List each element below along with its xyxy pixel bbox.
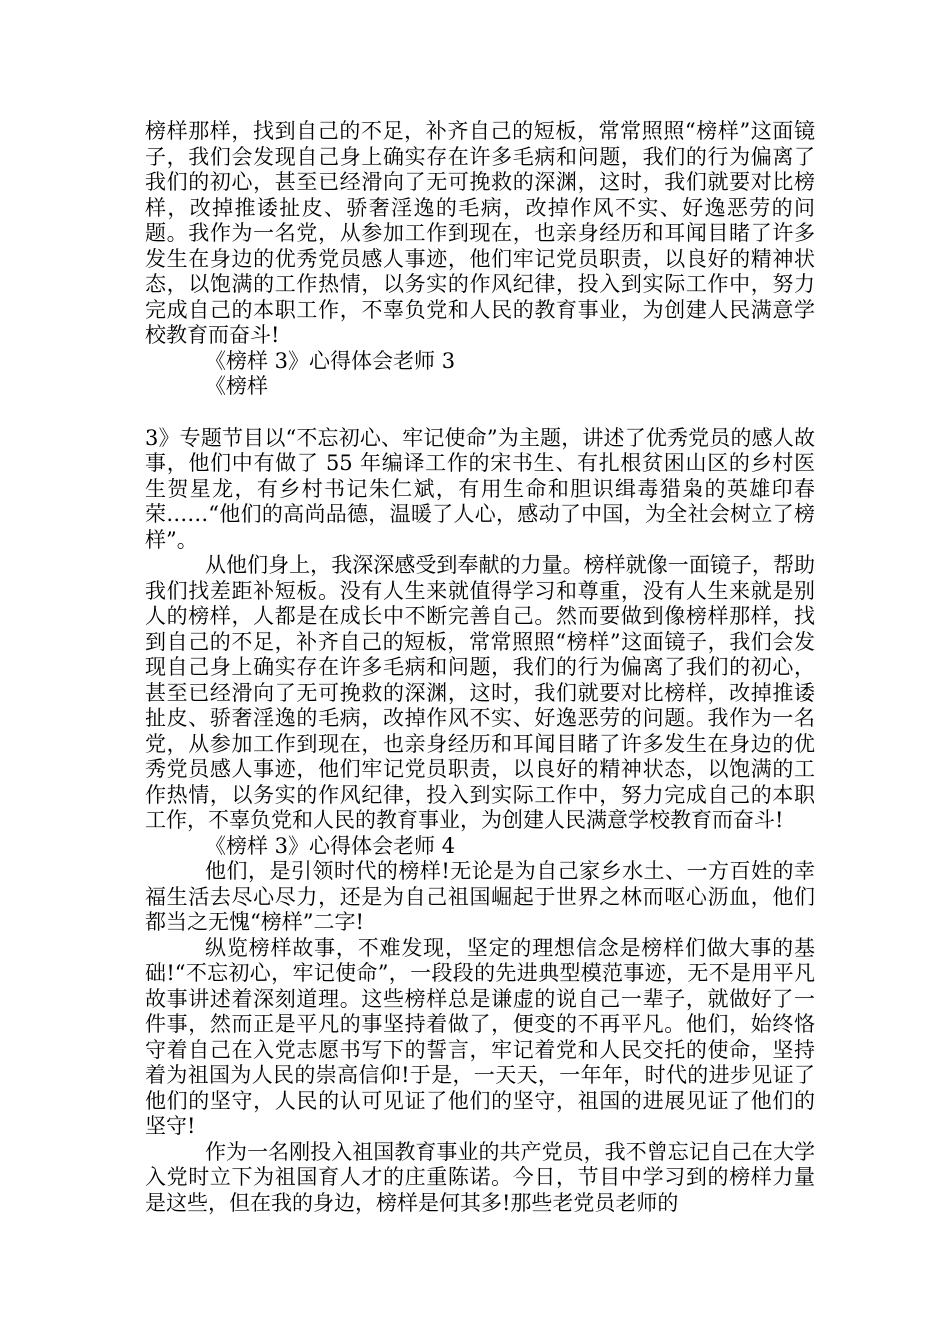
heading-teacher-4: 《榜样 3》心得体会老师 4	[205, 833, 456, 858]
paragraph-4: 他们，是引领时代的榜样!无论是为自己家乡水土、一方百姓的幸福生活去尽心尽力，还是为自己祖国崛起于世界之林而呕心沥血，他们都当之无愧“榜样”二字!	[145, 859, 815, 934]
document-body	[145, 119, 815, 1216]
blank-line	[145, 400, 815, 426]
paragraph-fragment: 《榜样	[205, 374, 268, 398]
paragraph-2: 3》专题节目以“不忘初心、牢记使命”为主题，讲述了优秀党员的感人故事，他们中有做了 55 年编译工作的宋书生、有扎根贫困山区的乡村医生贺星龙，有乡村书记朱仁斌，有用生命和胆识缉毒猎枭的英雄印春荣……“他们的高尚品德，温暖了人心，感动了中国，为全社会树立了榜样”。	[145, 425, 815, 552]
paragraph-3: 从他们身上，我深深感受到奉献的力量。榜样就像一面镜子，帮助我们找差距补短板。没有人生来就值得学习和尊重，没有人生来就是别人的榜样，人都是在成长中不断完善自己。然而要做到像榜样那样，找到自己的不足，补齐自己的短板，常常照照“榜样”这面镜子，我们会发现自己身上确实存在许多毛病和问题，我们的行为偏离了我们的初心，甚至已经滑向了无可挽救的深渊，这时，我们就要对比榜样，改掉推诿扯皮、骄奢淫逸的毛病，改掉作风不实、好逸恶劳的问题。我作为一名党，从参加工作到现在，也亲身经历和耳闻目睹了许多发生在身边的优秀党员感人事迹，他们牢记党员职责，以良好的精神状态，以饱满的工作热情，以务实的作风纪律，投入到实际工作中，努力完成自己的本职工作，不辜负党和人民的教育事业，为创建人民满意学校教育而奋斗!	[145, 553, 815, 832]
paragraph-5: 纵览榜样故事，不难发现，坚定的理想信念是榜样们做大事的基础!“不忘初心，牢记使命”，一段段的先进典型模范事迹，无不是用平凡故事讲述着深刻道理。这些榜样总是谦虚的说自己一辈子，就做好了一件事，然而正是平凡的事坚持着做了，便变的不再平凡。他们，始终恪守着自己在入党志愿书写下的誓言，牢记着党和人民交托的使命，坚持着为祖国为人民的崇高信仰!于是，一天天，一年年，时代的进步见证了他们的坚守，人民的认可见证了他们的坚守，祖国的进展见证了他们的坚守!	[145, 935, 815, 1138]
heading-teacher-3: 《榜样 3》心得体会老师 3	[205, 348, 456, 373]
paragraph-1: 榜样那样，找到自己的不足，补齐自己的短板，常常照照“榜样”这面镜子，我们会发现自己身上确实存在许多毛病和问题，我们的行为偏离了我们的初心，甚至已经滑向了无可挽救的深渊，这时，我们就要对比榜样，改掉推诿扯皮、骄奢淫逸的毛病，改掉作风不实、好逸恶劳的问题。我作为一名党，从参加工作到现在，也亲身经历和耳闻目睹了许多发生在身边的优秀党员感人事迹，他们牢记党员职责，以良好的精神状态，以饱满的工作热情，以务实的作风纪律，投入到实际工作中，努力完成自己的本职工作，不辜负党和人民的教育事业，为创建人民满意学校教育而奋斗!	[145, 119, 815, 347]
paragraph-6: 作为一名刚投入祖国教育事业的共产党员，我不曾忘记自己在大学入党时立下为祖国育人才的庄重陈诺。今日，节目中学习到的榜样力量是这些，但在我的身边，榜样是何其多!那些老党员老师的	[145, 1139, 815, 1215]
